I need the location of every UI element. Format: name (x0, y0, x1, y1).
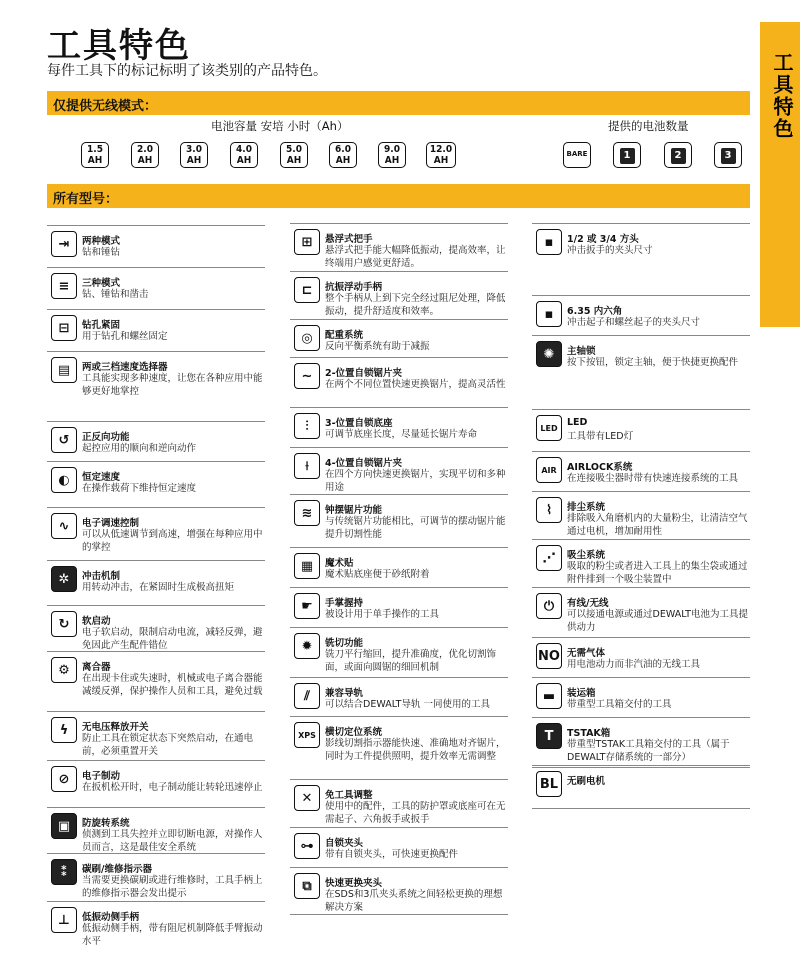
feature-description: 用电池动力而非汽油的无线工具 (567, 659, 701, 670)
ah-badge (426, 142, 456, 168)
feature-name: 魔术贴 (325, 558, 354, 569)
feature-divider (290, 357, 508, 358)
feature-name: 软启动 (82, 616, 111, 627)
feature-name: LED (567, 417, 588, 428)
feature-divider (47, 309, 265, 310)
hook-loop-icon: ▦ (294, 553, 320, 579)
quick-change-icon: ⧉ (294, 873, 320, 899)
feature-description: 冲击起子和螺丝起子的夹头尺寸 (567, 317, 701, 328)
feature-name: 装运箱 (567, 688, 596, 699)
milling-icon: ✹ (294, 633, 320, 659)
battery-bare-badge: BARE (563, 142, 591, 168)
feature-name: 钟摆锯片功能 (325, 505, 383, 516)
feature-description: 吸取的粉尘或者进入工具上的集尘袋或通过附件排到一个吸尘装置中 (567, 561, 748, 585)
feature-divider (532, 765, 750, 766)
column-2-bottom-rule (290, 914, 508, 915)
feature-divider (532, 677, 750, 678)
feature-description: 可以接通电源或通过DEWALT电池为工具提供动力 (567, 609, 748, 633)
feature-description: 工具带有LED灯 (567, 431, 634, 442)
feature-name: 兼容导轨 (325, 688, 364, 699)
speed-selector-icon: ▤ (51, 357, 77, 383)
ah-unit: AH (236, 154, 252, 166)
feature-name: 快速更换夹头 (325, 878, 383, 889)
constant-speed-icon: ◐ (51, 467, 77, 493)
xps-icon: XPS (294, 722, 320, 748)
feature-divider (47, 225, 265, 226)
brush-indicator-icon: ⁑ (51, 859, 77, 885)
clutch-icon: ⚙ (51, 657, 77, 683)
ah-unit: AH (335, 154, 351, 166)
feature-divider (532, 451, 750, 452)
feature-divider (290, 494, 508, 495)
feature-description: 钻和锤钻 (82, 247, 121, 258)
feature-name: 手掌握持 (325, 598, 364, 609)
feature-description: 电子软启动，限制启动电流，减轻反弹，避免因此产生配件错位 (82, 627, 263, 651)
feature-name: 配重系统 (325, 330, 364, 341)
feature-name: 电子制动 (82, 771, 121, 782)
feature-divider (47, 560, 265, 561)
feature-description: 反向平衡系统有助于减振 (325, 341, 430, 352)
four-position-blade-icon: ⟊ (294, 453, 320, 479)
feature-divider (532, 295, 750, 296)
no-gas-icon: NO (536, 643, 562, 669)
feature-name: 2-位置自锁锯片夹 (325, 368, 403, 379)
feature-description: 在两个不同位置快速更换锯片，提高灵活性 (325, 379, 506, 390)
ah-unit: AH (433, 154, 449, 166)
feature-description: 在扳机松开时，电子制动能让转轮迅速停止 (82, 782, 263, 793)
three-position-shoe-icon: ⫶ (294, 413, 320, 439)
ah-badge (230, 142, 258, 168)
tool-free-icon: ✕ (294, 785, 320, 811)
anti-vibration-handle-icon: ⊏ (294, 277, 320, 303)
column-3-bottom-rule (532, 808, 750, 809)
feature-description: 按下按钮，锁定主轴，便于快捷更换配件 (567, 357, 739, 368)
two-position-blade-icon: ∼ (294, 363, 320, 389)
feature-description: 魔术贴底座便于砂纸附着 (325, 569, 430, 580)
ah-value: 5.0 (286, 144, 302, 155)
feature-divider (47, 760, 265, 761)
feature-divider (47, 421, 265, 422)
feature-name: 主轴锁 (567, 346, 596, 357)
feature-description: 在连接吸尘器时带有快速连接系统的工具 (567, 473, 739, 484)
feature-description: 侦测到工具失控并立即切断电源，对操作人员而言，这是最佳安全系统 (82, 829, 263, 853)
feature-divider (290, 587, 508, 588)
ah-unit: AH (87, 154, 103, 166)
hex-icon: ▪ (536, 301, 562, 327)
ah-badge (378, 142, 406, 168)
feature-description: 与传统锯片功能相比，可调节的摆动锯片能提升切割性能 (325, 516, 506, 540)
battery-count-value: 3 (721, 148, 736, 164)
ah-value: 3.0 (186, 144, 202, 155)
feature-name: 冲击机制 (82, 571, 121, 582)
led-icon: LED (536, 415, 562, 441)
feature-description: 可调节底座长度，尽量延长锯片寿命 (325, 429, 478, 440)
feature-description: 起控应用的顺向和逆向动作 (82, 443, 197, 454)
feature-name: 4-位置自锁锯片夹 (325, 458, 403, 469)
anti-rotation-icon: ▣ (51, 813, 77, 839)
feature-name: 无需气体 (567, 648, 606, 659)
feature-divider (290, 779, 508, 780)
feature-name: AIRLOCK系统 (567, 462, 633, 473)
orbital-action-icon: ≋ (294, 500, 320, 526)
feature-description: 在出现卡住或失速时，机械或电子离合器能减缓反弹，保护操作人员和工具，避免过载 (82, 673, 263, 697)
brushless-icon: BL (536, 771, 562, 797)
feature-description: 带重型工具箱交付的工具 (567, 699, 672, 710)
feature-name: 离合器 (82, 662, 111, 673)
spindle-lock-icon: ✺ (536, 341, 562, 367)
ah-unit: AH (384, 154, 400, 166)
feature-description: 当需要更换碳刷或进行维修时，工具手柄上的维修指示器会发出提示 (82, 875, 263, 899)
feature-divider (47, 351, 265, 352)
feature-description: 在SDS和3爪夹头系统之间轻松更换的理想解决方案 (325, 889, 503, 913)
side-tab: 工具特色 (760, 22, 800, 327)
feature-divider (532, 539, 750, 540)
feature-name: 正反向功能 (82, 432, 130, 443)
feature-description: 被设计用于单手操作的工具 (325, 609, 440, 620)
ah-unit: AH (186, 154, 202, 166)
battery-count-badge (664, 142, 692, 168)
feature-divider (290, 677, 508, 678)
ah-badge (329, 142, 357, 168)
no-volt-icon: ϟ (51, 717, 77, 743)
feature-divider (532, 491, 750, 492)
feature-name: 碳刷/维修指示器 (82, 864, 152, 875)
feature-name: 防旋转系统 (82, 818, 130, 829)
two-mode-icon: ⇥ (51, 231, 77, 257)
three-mode-icon: ≡ (51, 273, 77, 299)
feature-divider (290, 827, 508, 828)
feature-divider (47, 853, 265, 854)
dust-extraction-icon: ⌇ (536, 497, 562, 523)
battery-count-value: 2 (671, 148, 686, 164)
feature-name: 无刷电机 (567, 776, 606, 787)
reversing-icon: ↺ (51, 427, 77, 453)
ah-unit: AH (286, 154, 302, 166)
feature-description: 可以从低速调节到高速，增强在每种应用中的掌控 (82, 529, 263, 553)
feature-divider (290, 319, 508, 320)
feature-divider (532, 717, 750, 718)
ah-badge (180, 142, 208, 168)
feature-name: 悬浮式把手 (325, 234, 373, 245)
page-title: 工具特色 (47, 26, 191, 66)
ah-value: 12.0 (429, 144, 453, 155)
feature-description: 在四个方向快速更换锯片，实现平切和多种用途 (325, 469, 506, 493)
feature-divider (47, 807, 265, 808)
battery-count-badge (613, 142, 641, 168)
feature-description: 使用中的配件，工具的防护罩或底座可在无需起子、六角扳手或扳手 (325, 801, 506, 825)
feature-name: 恒定速度 (82, 472, 121, 483)
single-hand-grip-icon: ☛ (294, 593, 320, 619)
ah-unit: AH (137, 154, 153, 166)
feature-name: 排尘系统 (567, 502, 606, 513)
tstak-icon: T (536, 723, 562, 749)
feature-divider (290, 447, 508, 448)
feature-name: 抗振浮动手柄 (325, 282, 383, 293)
feature-divider (532, 409, 750, 410)
airlock-icon: AIR (536, 457, 562, 483)
feature-name: 铣切功能 (325, 638, 364, 649)
feature-description: 工具能实现多种速度，让您在各种应用中能够更好地掌控 (82, 373, 263, 397)
feature-divider (290, 867, 508, 868)
feature-divider (47, 651, 265, 652)
kit-box-icon: ▬ (536, 683, 562, 709)
feature-description: 钻、锤钻和凿击 (82, 289, 149, 300)
battery-capacity-label: 电池容量 安培 小时（Ah） (211, 119, 349, 133)
ah-value: 6.0 (335, 144, 351, 155)
feature-name: 1/2 或 3/4 方头 (567, 234, 639, 245)
keyless-blade-icon: ⊶ (294, 833, 320, 859)
counterbalance-icon: ◎ (294, 325, 320, 351)
feature-name: 3-位置自锁底座 (325, 418, 393, 429)
feature-divider (532, 587, 750, 588)
feature-divider (47, 605, 265, 606)
feature-name: 两种模式 (82, 236, 121, 247)
feature-divider (532, 637, 750, 638)
feature-divider (47, 461, 265, 462)
feature-name: TSTAK箱 (567, 728, 611, 739)
keyless-chuck-icon: ⊟ (51, 315, 77, 341)
feature-name: 自锁夹头 (325, 838, 364, 849)
feature-divider (47, 901, 265, 902)
battery-count-badge (714, 142, 742, 168)
feature-name: 电子调速控制 (82, 518, 140, 529)
ah-value: 2.0 (137, 144, 153, 155)
feature-divider (290, 547, 508, 548)
feature-divider (290, 716, 508, 717)
ah-value: 9.0 (384, 144, 400, 155)
electric-brake-icon: ⊘ (51, 766, 77, 792)
feature-name: 两或三档速度选择器 (82, 362, 168, 373)
feature-name: 无电压释放开关 (82, 722, 149, 733)
feature-description: 带重型TSTAK工具箱交付的工具（属于DEWALT存储系统的一部分） (567, 739, 730, 763)
feature-description: 防止工具在锁定状态下突然启动，在通电前，必须重置开关 (82, 733, 254, 757)
battery-count-label: 提供的电池数量 (608, 119, 689, 133)
feature-description: 在操作载荷下维持恒定速度 (82, 483, 197, 494)
dust-collection-icon: ⋰ (536, 545, 562, 571)
ah-badge (131, 142, 159, 168)
feature-description: 冲击扳手的夹头尺寸 (567, 245, 653, 256)
feature-divider (290, 627, 508, 628)
feature-description: 排除吸入角磨机内的大量粉尘，让清洁空气通过电机，增加耐用性 (567, 513, 748, 537)
feature-name: 免工具调整 (325, 790, 373, 801)
side-handle-icon: ⊥ (51, 907, 77, 933)
all-models-bar: 所有型号： (47, 184, 750, 208)
feature-divider (47, 507, 265, 508)
square-drive-icon: ▪ (536, 229, 562, 255)
feature-divider (532, 335, 750, 336)
feature-description: 低振动侧手柄，带有阻尼机制降低手臂振动水平 (82, 923, 263, 947)
ah-value: 4.0 (236, 144, 252, 155)
feature-description: 用转动冲击，在紧固时生成极高扭矩 (82, 582, 235, 593)
electronic-speed-icon: ∿ (51, 513, 77, 539)
feature-name: 有线/无线 (567, 598, 609, 609)
feature-description: 用于钻孔和螺丝固定 (82, 331, 168, 342)
feature-description: 可以结合DEWALT导轨 一同使用的工具 (325, 699, 490, 710)
feature-name: 三种模式 (82, 278, 121, 289)
feature-description: 影线切割指示器能快速、准确地对齐锯片，同时为工件提供照明，提升效率无需调整 (325, 738, 506, 762)
feature-name: 钻孔紧固 (82, 320, 121, 331)
feature-divider (47, 267, 265, 268)
feature-description: 整个手柄从上到下完全经过阻尼处理，降低振动，提升舒适度和效率。 (325, 293, 506, 317)
feature-name: 吸尘系统 (567, 550, 606, 561)
guide-rail-icon: ⫽ (294, 683, 320, 709)
impact-icon: ✲ (51, 566, 77, 592)
ah-badge (81, 142, 109, 168)
feature-name: 横切定位系统 (325, 727, 383, 738)
page-subtitle: 每件工具下的标记标明了该类别的产品特色。 (47, 63, 327, 79)
feature-divider (532, 223, 750, 224)
corded-cordless-icon: ⏻ (536, 593, 562, 619)
feature-divider (290, 271, 508, 272)
feature-name: 低振动侧手柄 (82, 912, 140, 923)
feature-divider (47, 711, 265, 712)
battery-count-value: 1 (620, 148, 635, 164)
feature-description: 带有自锁夹头，可快速更换配件 (325, 849, 459, 860)
feature-divider (290, 407, 508, 408)
feature-name: 6.35 内六角 (567, 306, 623, 317)
ah-badge (280, 142, 308, 168)
feature-description: 铣刀平行缩回，提升准确度，优化切割饰面，或面向圆锯的细回机制 (325, 649, 497, 673)
soft-start-icon: ↻ (51, 611, 77, 637)
cordless-only-bar: 仅提供无线模式： (47, 91, 750, 115)
ah-value: 1.5 (87, 144, 103, 155)
feature-description: 悬浮式把手能大幅降低振动，提高效率，让终端用户感觉更舒适。 (325, 245, 506, 269)
floating-handle-icon: ⊞ (294, 229, 320, 255)
feature-divider (290, 223, 508, 224)
column-3-rule (532, 767, 750, 768)
